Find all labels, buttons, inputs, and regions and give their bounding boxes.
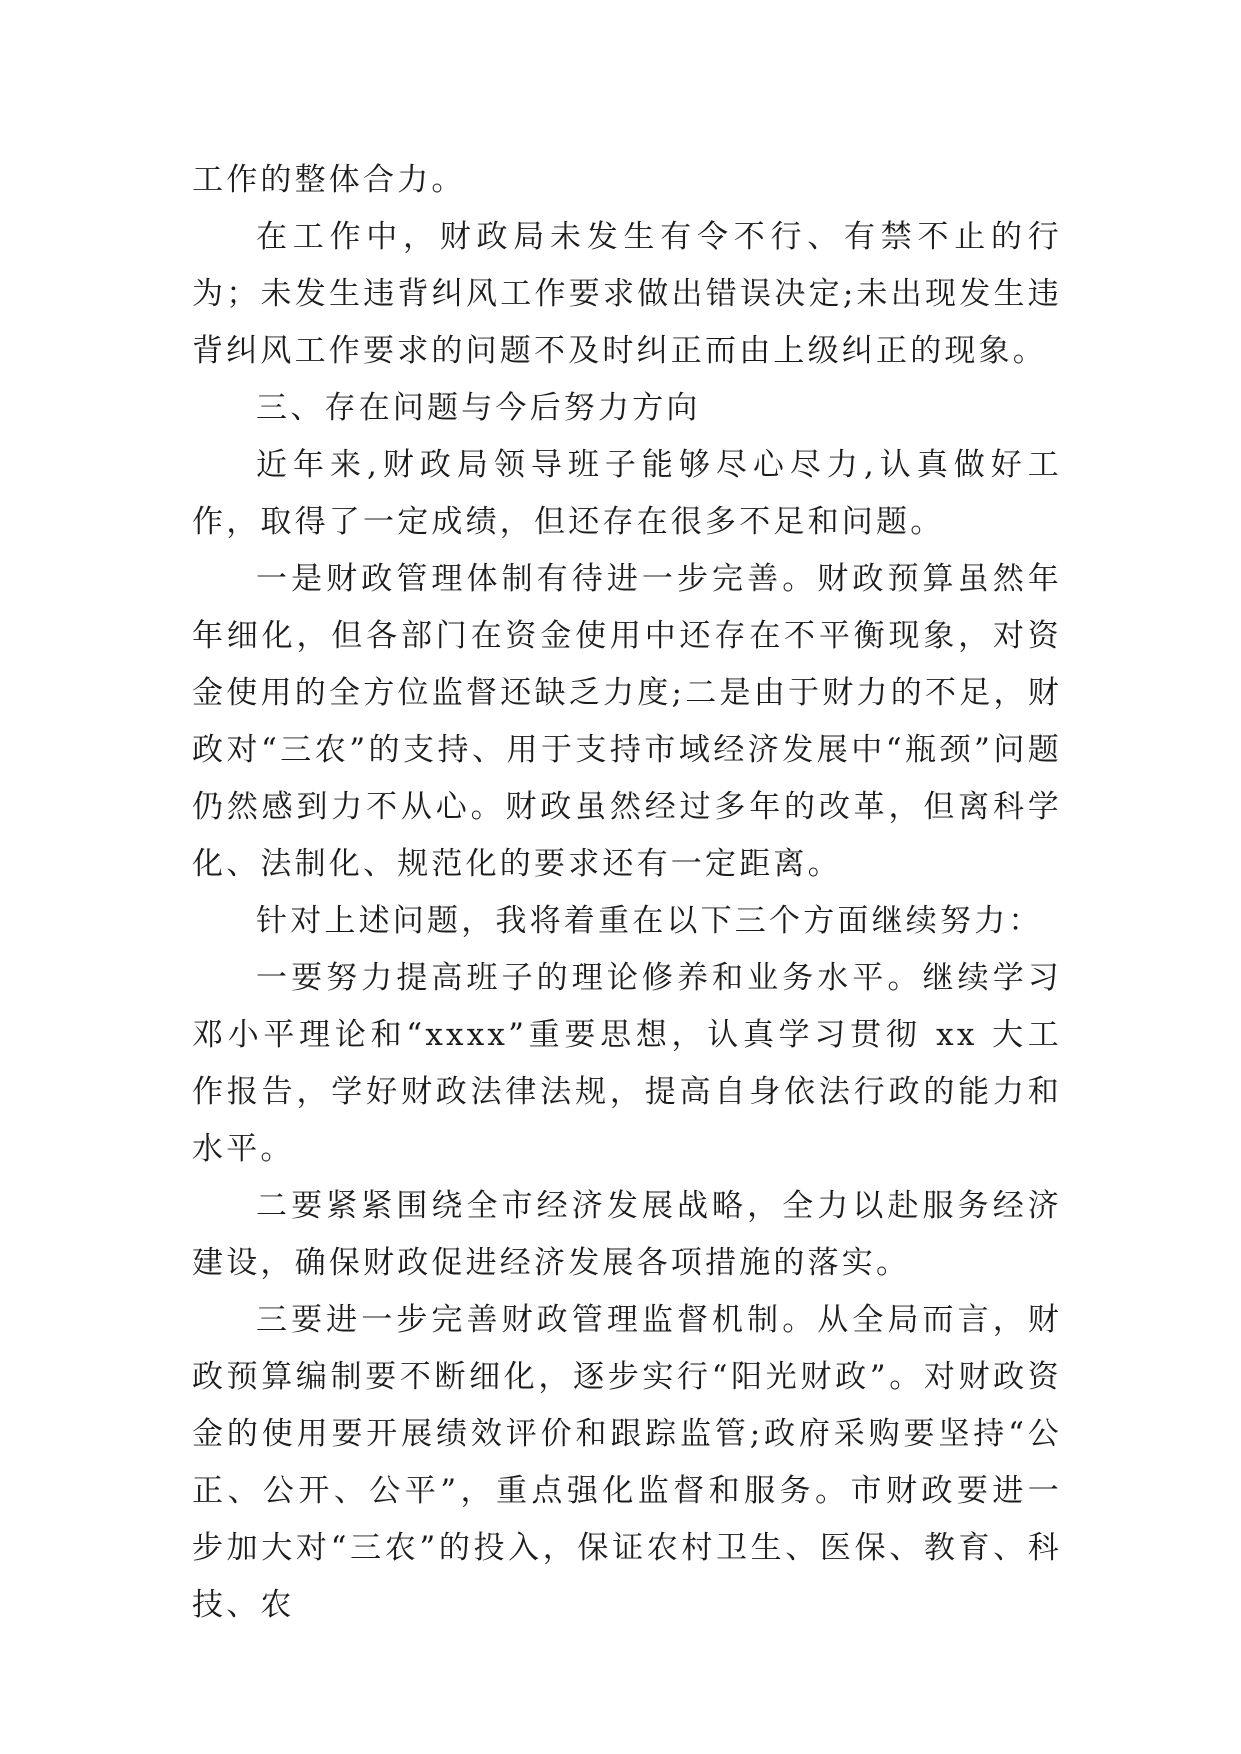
paragraph-2: 在工作中，财政局未发生有令不行、有禁不止的行为；未发生违背纠风工作要求做出错误决定;未出现发生违背纠风工作要求的问题不及时纠正而由上级纠正的现象。 (192, 219, 1062, 369)
paragraph-4: 一是财政管理体制有待进一步完善。财政预算虽然年年细化，但各部门在资金使用中还存在不平衡现象，对资金使用的全方位监督还缺乏力度;二是由于财力的不足，财政对“三农”的支持、用于支持市域经济发展中“瓶颈”问题仍然感到力不从心。财政虽然经过多年的改革，但离科学化、法制化、规范化的要求还有一定距离。 (192, 561, 1062, 882)
paragraph-3: 近年来,财政局领导班子能够尽心尽力,认真做好工作，取得了一定成绩，但还存在很多不足和问题。 (192, 447, 1062, 540)
paragraph-7: 二要紧紧围绕全市经济发展战略，全力以赴服务经济建设，确保财政促进经济发展各项措施的落实。 (192, 1188, 1062, 1281)
paragraph-8: 三要进一步完善财政管理监督机制。从全局而言，财政预算编制要不断细化，逐步实行“阳光财政”。对财政资金的使用要开展绩效评价和跟踪监管;政府采购要坚持“公正、公开、公平”，重点强化监督和服务。市财政要进一步加大对“三农”的投入，保证农村卫生、医保、教育、科技、农 (192, 1302, 1062, 1623)
section-heading: 三、存在问题与今后努力方向 (256, 390, 701, 426)
document-body (192, 152, 1062, 1634)
paragraph-6: 一要努力提高班子的理论修养和业务水平。继续学习邓小平理论和“xxxx”重要思想，认真学习贯彻 xx 大工作报告，学好财政法律法规，提高自身依法行政的能力和水平。 (192, 960, 1062, 1167)
paragraph-1: 工作的整体合力。 (192, 162, 466, 198)
paragraph-5: 针对上述问题，我将着重在以下三个方面继续努力： (256, 903, 1043, 939)
